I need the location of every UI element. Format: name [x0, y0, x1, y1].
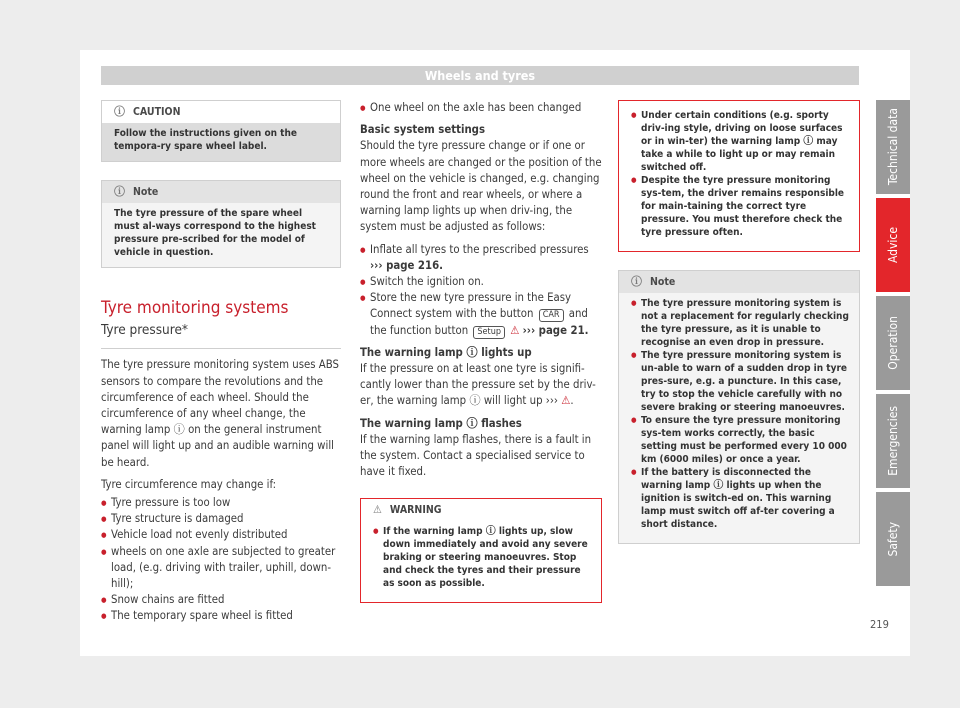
- steps-list: [360, 242, 602, 339]
- warning-triangle-icon: ⚠: [373, 503, 382, 517]
- list-item: ● The tyre pressure monitoring system is not a replacement for regularly checking the tyre pressure, as it is unable to recognise an even drop in pressure.: [631, 297, 849, 349]
- step-item: ● Store the new tyre pressure in the Easy Connect system with the button CAR and the function button Setup ⚠ ››› page 21.: [360, 290, 602, 339]
- page-number: 219: [870, 618, 889, 631]
- warning-text: ● If the warning lamp ⓘ lights up, slow down immediately and avoid any severe braking or steering manoeuvres. Stop and check the tyres and their pressure as soon as possible.: [373, 525, 591, 590]
- caution-text: Follow the instructions given on the tempora-ry spare wheel label.: [102, 123, 340, 161]
- section-title: Tyre monitoring systems: [101, 298, 289, 318]
- list-item: ● Under certain conditions (e.g. sporty driv-ing style, driving on loose surfaces or in win-ter) the warning lamp ⓘ may take a while to light up or may remain switched off.: [631, 109, 849, 174]
- circumference-list: [101, 495, 341, 625]
- column-1: [101, 100, 341, 629]
- caution-icon: ⓘ: [114, 104, 125, 118]
- step-item: ● Inflate all tyres to the prescribed pressures ››› page 216.: [360, 242, 602, 274]
- list-item: ● To ensure the tyre pressure monitoring sys-tem works correctly, the basic setting must be performed every 10 000 km (6000 miles) or once a year.: [631, 414, 849, 466]
- page-header: Wheels and tyres: [101, 66, 859, 85]
- note-title: Note: [133, 185, 159, 198]
- circumference-intro: Tyre circumference may change if:: [101, 477, 277, 491]
- list-item: ● Tyre pressure is too low: [101, 495, 341, 511]
- note-box-2: [618, 270, 860, 544]
- info-icon: ⓘ: [631, 274, 642, 288]
- note-text: The tyre pressure of the spare wheel must al-ways correspond to the highest pressure pre-scribed for the model of vehicle in question.: [102, 203, 340, 267]
- page-link[interactable]: ››› page 216.: [370, 258, 444, 272]
- basic-settings-heading: Basic system settings: [360, 123, 486, 137]
- tab-emergencies[interactable]: Emergencies: [876, 394, 910, 488]
- list-item: ● Tyre structure is damaged: [101, 511, 341, 527]
- tab-operation[interactable]: Operation: [876, 296, 910, 390]
- list-item: ● The temporary spare wheel is fitted: [101, 608, 341, 624]
- section-subtitle: Tyre pressure*: [101, 322, 341, 349]
- list-item: ● Despite the tyre pressure monitoring sys-tem, the driver remains responsible for main-taining the correct tyre pressure. You must therefore check the tyre pressure often.: [631, 174, 849, 239]
- step-item: ● Switch the ignition on.: [360, 274, 602, 290]
- list-item: ● Vehicle load not evenly distributed: [101, 527, 341, 543]
- warning-triangle-icon: ⚠: [561, 394, 571, 408]
- list-item: ● wheels on one axle are subjected to greater load, (e.g. driving with trailer, uphill, down-hill);: [101, 544, 341, 593]
- warning-triangle-icon: ⚠: [510, 323, 520, 337]
- tab-technical-data[interactable]: Technical data: [876, 100, 910, 194]
- list-item: ● One wheel on the axle has been changed: [360, 100, 602, 116]
- lamp-flashes-heading: The warning lamp ⓘ flashes: [360, 416, 522, 430]
- setup-button-icon: Setup: [473, 326, 505, 339]
- list-item: ● If the battery is disconnected the warning lamp ⓘ lights up when the ignition is switch-ed on. This warning lamp must switch off af-ter covering a short distance.: [631, 466, 849, 531]
- basic-settings-paragraph: Should the tyre pressure change or if one or more wheels are changed or the position of the wheel on the vehicle is changed, e.g. changing round the front and rear wheels, or where a warning lamp lights up when driv-ing, the system must be adjusted as follows:: [360, 139, 602, 234]
- side-tabs: [876, 100, 910, 590]
- caution-box: [101, 100, 341, 162]
- car-button-icon: CAR: [539, 309, 564, 322]
- warning-box: [360, 498, 602, 603]
- page-link[interactable]: ››› page 21.: [522, 323, 589, 337]
- warning-continued-box: [618, 100, 860, 252]
- intro-paragraph: The tyre pressure monitoring system uses ABS sensors to compare the revolutions and the circumference of each wheel. Should the circumference of any wheel change, the warning lamp ⓘ on the general instrument panel will light up and an audible warning will be heard.: [101, 358, 339, 469]
- note-title: Note: [650, 275, 676, 288]
- list-item: ● The tyre pressure monitoring system is un-able to warn of a sudden drop in tyre pres-sure, e.g. a puncture. In this case, try to stop the vehicle carefully with no severe braking or steering manoeuvres.: [631, 349, 849, 414]
- tab-advice[interactable]: Advice: [876, 198, 910, 292]
- list-item: ● Snow chains are fitted: [101, 592, 341, 608]
- info-icon: ⓘ: [114, 184, 125, 198]
- lamp-lights-paragraph: If the pressure on at least one tyre is signifi-cantly lower than the pressure set by the driv-er, the warning lamp ⓘ will light up ›››: [360, 362, 596, 408]
- column-2: ● One wheel on the axle has been changed Basic system settings Should the tyre pressure change or if one or more wheels are changed or the position of the wheel on the vehicle is changed, e.g. changing round the front and rear wheels, or where a warning lamp lights up when driv-ing, the system must be adjusted as follows: ● Inflate all tyres to the prescribed pressures ››› page 216. ● Switch the ignition on. ● Store the new tyre pressure in the Easy Connect system with the button CAR and the function button Setup ⚠ ››› page 21. The warning lamp ⓘ lights up If the pressure on at least one tyre is signifi-cantly lower than the pressure set by the driv-er, the warning lamp ⓘ will light up ››› ⚠. The warning lamp ⓘ flashes If the warning lamp flashes, there is a fault in the system. Contact a specialised service to have it fixed. ⚠ WARNING ● If the warning lamp ⓘ lights up, slow down immediately and avoid any severe braking or steering manoeuvres. Stop and check the tyres and their pressure as soon as possible.: [360, 100, 602, 621]
- lamp-lights-heading: The warning lamp ⓘ lights up: [360, 345, 532, 359]
- caution-title: CAUTION: [133, 105, 181, 118]
- note-box: [101, 180, 341, 268]
- tab-safety[interactable]: Safety: [876, 492, 910, 586]
- lamp-flashes-paragraph: If the warning lamp flashes, there is a fault in the system. Contact a specialised service to have it fixed.: [360, 432, 592, 479]
- warning-title: WARNING: [389, 504, 442, 517]
- column-3: [618, 100, 860, 562]
